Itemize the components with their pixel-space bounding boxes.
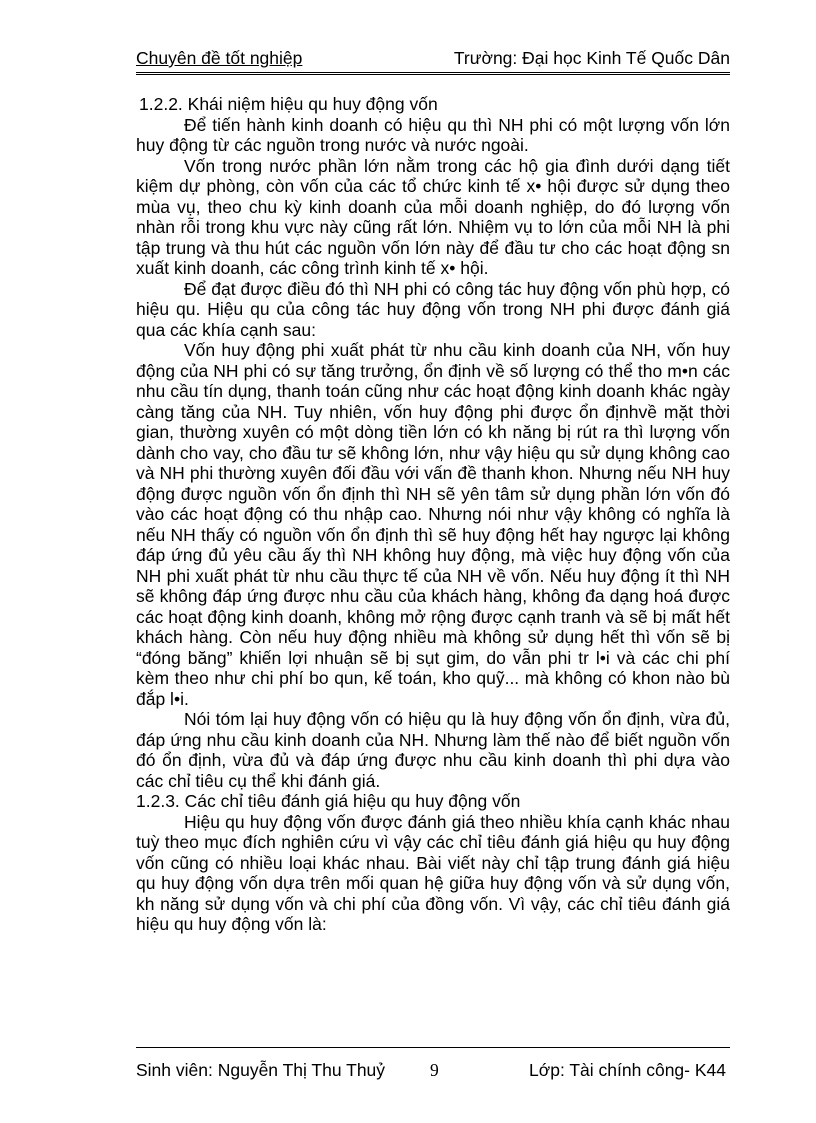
footer-student-name: Sinh viên: Nguyễn Thị Thu Thuỷ <box>136 1060 386 1080</box>
page-body <box>136 94 730 935</box>
body-paragraph: Hiệu qu huy động vốn được đánh giá theo nhiều khía cạnh khác nhau tuỳ theo mục đích nghiên cứu vì vậy các chỉ tiêu đánh giá hiệu qu huy động vốn cũng có nhiều loại khác nhau. Bài viết này chỉ tập trung đánh giá hiệu qu huy động vốn dựa trên mối quan hệ giữa huy động vốn và sử dụng vốn, kh năng sử dụng vốn và chi phí của đồng vốn. Vì vậy, các chỉ tiêu đánh giá hiệu qu huy động vốn là: <box>136 811 730 934</box>
section-heading: 1.2.2. Khái niệm hiệu qu huy động vốn <box>139 94 438 114</box>
section-heading: 1.2.3. Các chỉ tiêu đánh giá hiệu qu huy động vốn <box>136 791 521 811</box>
body-paragraph: Nói tóm lại huy động vốn có hiệu qu là huy động vốn ổn định, vừa đủ, đáp ứng nhu cầu kinh doanh của NH. Nhưng làm thế nào để biết nguồn vốn đó ổn định, vừa đủ và đáp ứng được nhu cầu kinh doanh thì phi dựa vào các chỉ tiêu cụ thể khi đánh giá. <box>136 709 730 791</box>
body-paragraph: Vốn trong nước phần lớn nằm trong các hộ gia đình dưới dạng tiết kiệm dự phòng, còn vốn của các tổ chức kinh tế x• hội được sử dụng theo mùa vụ, theo chu kỳ kinh doanh của mỗi doanh nghiệp, do đó lượng vốn nhàn rỗi trong khu vực này cũng rất lớn. Nhiệm vụ to lớn của mỗi NH là phi tập trung và thu hút các nguồn vốn lớn này để đầu tư cho các hoạt động sn xuất kinh doanh, các công trình kinh tế x• hội. <box>136 155 730 278</box>
page-header <box>136 46 730 75</box>
footer-class: Lớp: Tài chính công- K44 <box>529 1060 726 1080</box>
header-university: Trường: Đại học Kinh Tế Quốc Dân <box>453 48 730 68</box>
header-document-type: Chuyên đề tốt nghiệp <box>136 48 303 68</box>
body-paragraph: Để đạt được điều đó thì NH phi có công tác huy động vốn phù hợp, có hiệu qu. Hiệu qu của công tác huy động vốn trong NH phi được đánh giá qua các khía cạnh sau: <box>136 278 730 340</box>
body-paragraph: Vốn huy động phi xuất phát từ nhu cầu kinh doanh của NH, vốn huy động của NH phi có sự tăng trưởng, ổn định về số lượng có thể tho m•n các nhu cầu tín dụng, thanh toán cũng như các hoạt động kinh doanh khác ngày càng tăng của NH. Tuy nhiên, vốn huy động phi được ổn địnhvề mặt thời gian, thường xuyên có một dòng tiền lớn có kh năng bị rút ra thì lượng vốn dành cho vay, cho đầu tư sẽ không lớn, như vậy hiệu qu sử dụng không cao và NH phi thường xuyên đối đầu với vấn đề thanh khon. Nhưng nếu NH huy động được nguồn vốn ổn định thì NH sẽ yên tâm sử dụng phần lớn vốn đó vào các hoạt động có thu nhập cao. Nhưng nói như vậy không có nghĩa là nếu NH thấy có nguồn vốn ổn định thì sẽ huy động hết hay ngược lại không đáp ứng đủ yêu cầu ấy thì NH không huy động, mà việc huy động vốn của NH phi xuất phát từ nhu cầu thực tế của NH về vốn. Nếu huy động ít thì NH sẽ không đáp ứng được nhu cầu của khách hàng, không đa dạng hoá được các hoạt động kinh doanh, không mở rộng được cạnh tranh và sẽ bị mất hết khách hàng. Còn nếu huy động nhiều mà không sử dụng hết thì vốn sẽ bị “đóng băng” khiến lợi nhuận sẽ bị sụt gim, do vẫn phi tr l•i và các chi phí kèm theo như chi phí bo qun, kế toán, kho quỹ... mà không có khon nào bù đắp l•i. <box>136 340 730 709</box>
page-number: 9 <box>430 1060 439 1080</box>
page-footer <box>136 1047 730 1088</box>
body-paragraph: Để tiến hành kinh doanh có hiệu qu thì NH phi có một lượng vốn lớn huy động từ các nguồn trong nước và nước ngoài. <box>136 114 730 155</box>
